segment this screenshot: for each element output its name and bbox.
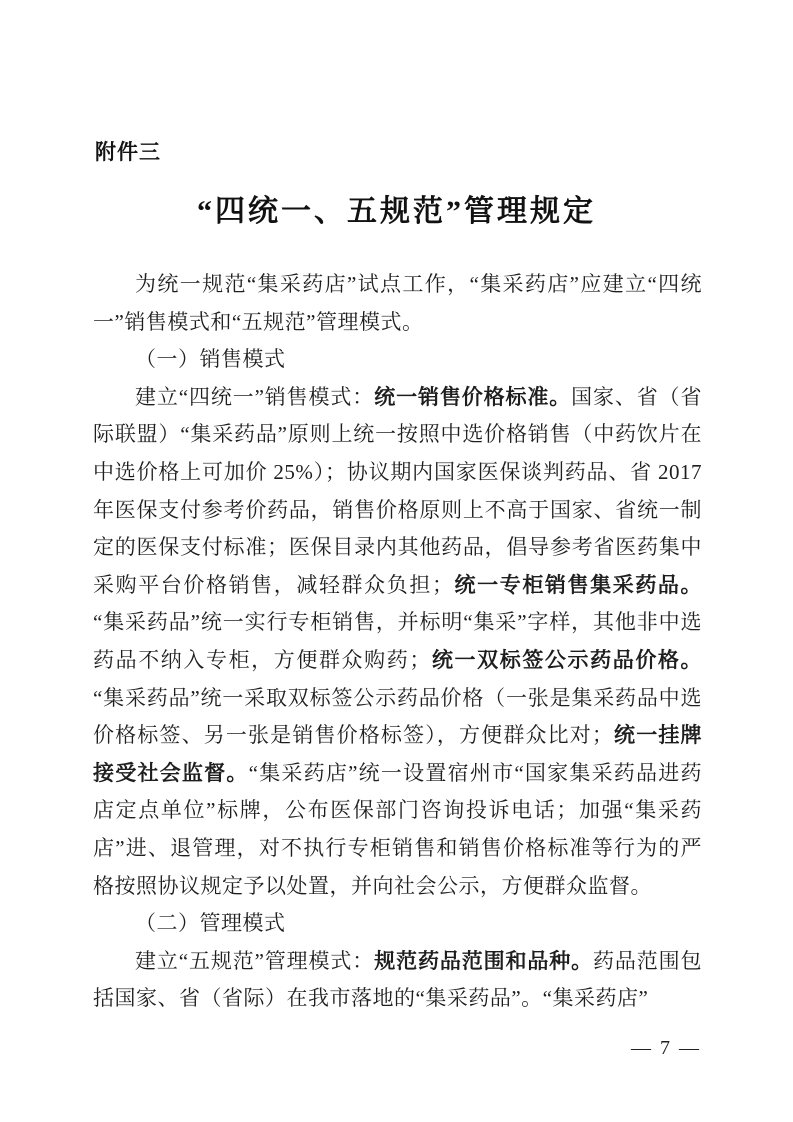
paragraph (93, 266, 702, 341)
text-run: “集采药店”统一设置宿州市“国家集采药品进药店定点单位”标牌，公布医保部门咨询投诉电话；加强“集采药店”进、退管理，对不执行专柜销售和销售价格标准等行为的严格按照协议规定予以处置，并向社会公示，方便群众监督。 (93, 760, 702, 898)
emphasis-run: 统一挂牌接受社会监督。 (93, 724, 702, 785)
document-title: “四统一、五规范”管理规定 (197, 195, 596, 228)
paragraph (93, 341, 702, 379)
text-run: 国家、省（省际联盟）“集采药品”原则上统一按照中选价格销售（中药饮片在中选价格上可加价 25%）；协议期内国家医保谈判药品、省 2017 年医保支付参考价药品，销售价格原则上不高于国家、省统一制定的医保支付标准；医保目录内其他药品，倡导参考省医药集中采购平台价格销售，减轻群众负担； (93, 384, 703, 597)
emphasis-run: 统一专柜销售集采药品。 (453, 573, 703, 597)
text-run: （一）销售模式 (135, 347, 286, 372)
page-number: — 7 — (631, 1037, 701, 1059)
emphasis-run: 统一销售价格标准。 (374, 385, 572, 409)
document-body (93, 266, 702, 1018)
text-run: “集采药品”统一实行专柜销售，并标明“集采”字样，其他非中选药品不纳入专柜，方便群众购药； (93, 610, 702, 672)
text-run: 建立“四统一”销售模式： (135, 384, 375, 409)
emphasis-run: 统一双标签公示药品价格。 (430, 648, 703, 672)
text-run: 为统一规范“集采药店”试点工作，“集采药店”应建立“四统一”销售模式和“五规范”管理模式。 (93, 272, 702, 334)
paragraph (93, 379, 702, 905)
text-run: （二）管理模式 (135, 911, 286, 936)
paragraph (93, 943, 702, 1018)
attachment-label: 附件三 (95, 141, 161, 164)
text-run: 药品范围包括国家、省（省际）在我市落地的“集采药品”。“集采药店” (93, 948, 702, 1011)
paragraph (93, 905, 702, 943)
text-run: 建立“五规范”管理模式： (135, 948, 375, 973)
text-run: “集采药品”统一采取双标签公示药品价格（一张是集采药品中选价格标签、另一张是销售价格标签），方便群众比对； (93, 685, 702, 748)
emphasis-run: 规范药品范围和品种。 (374, 949, 593, 973)
